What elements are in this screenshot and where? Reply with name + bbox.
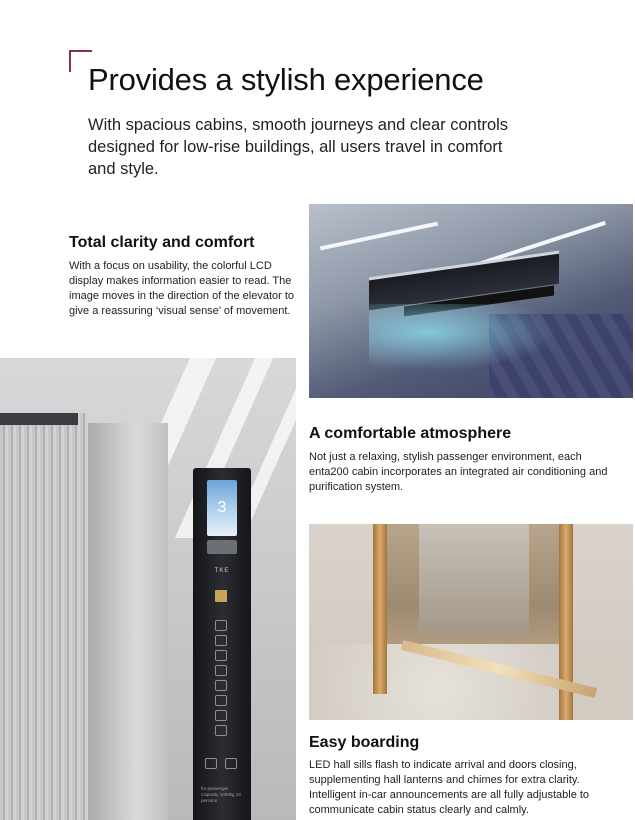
car-operating-panel	[193, 468, 251, 820]
boarding-heading: Easy boarding	[309, 734, 420, 751]
panel-brand: TKE	[214, 568, 230, 574]
boarding-body: LED hall sills flash to indicate arrival and doors closing, supplementing hall lanterns and chimes for extra clarity. Intelligent in-car announcements are all fully adjustable to communicate cabin status clearly and calmly.	[309, 759, 590, 816]
atmosphere-body: Not just a relaxing, stylish passenger environment, each enta200 cabin incorporates an integrated air conditioning and purification system.	[309, 451, 608, 493]
elevator-door	[0, 413, 88, 820]
floor-button	[215, 710, 227, 721]
atmosphere-heading: A comfortable atmosphere	[309, 425, 512, 442]
panel-keypad	[207, 540, 237, 554]
airflow-glow	[369, 304, 569, 374]
clarity-heading: Total clarity and comfort	[69, 234, 255, 251]
floor-button	[215, 695, 227, 706]
clarity-body: With a focus on usability, the colorful LCD display makes information easier to read. The image moves in the direction of the elevator to give a reassuring ‘visual sense’ of movement.	[69, 260, 295, 317]
page-title: Provides a stylish experience	[88, 62, 484, 97]
floor-button	[215, 620, 227, 631]
door-header	[0, 413, 78, 425]
intro-text: With spacious cabins, smooth journeys and clear controls designed for low-rise buildings, all users travel in comfort and style.	[88, 116, 509, 178]
elevator-door-edge	[88, 423, 168, 820]
floor-button	[215, 680, 227, 691]
floor-button	[215, 635, 227, 646]
car-interior	[419, 524, 529, 634]
terrazzo-floor	[309, 644, 633, 720]
door-jamb-left	[373, 524, 387, 694]
elevator-panel-image	[0, 358, 296, 820]
call-button	[215, 590, 227, 602]
capacity-plate: for passenger Capacity 1000kg 13 persons	[201, 786, 241, 803]
floor-button	[215, 650, 227, 661]
door-open-button	[205, 758, 217, 769]
floor-button	[215, 725, 227, 736]
floor-button	[215, 665, 227, 676]
lcd-floor-display: 3	[207, 480, 237, 536]
hall-sill-image	[309, 524, 633, 720]
door-close-button	[225, 758, 237, 769]
cabin-ceiling-image	[309, 204, 633, 398]
